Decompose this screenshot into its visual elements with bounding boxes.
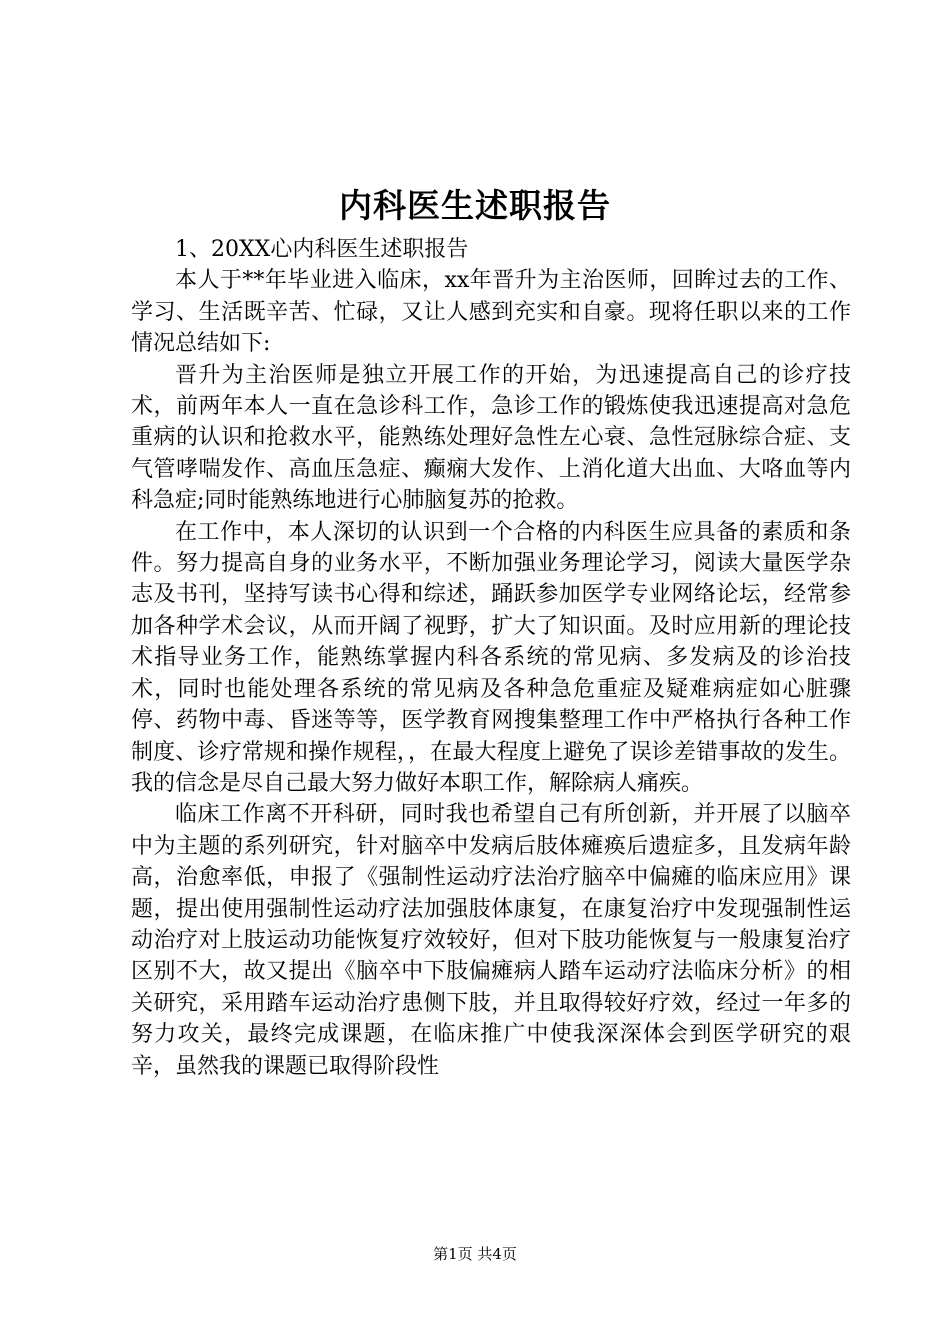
page-number-indicator: 第1页 共4页 — [433, 1245, 517, 1263]
paragraph-professional-development: 在工作中，本人深切的认识到一个合格的内科医生应具备的素质和条件。努力提高自身的业务水平，不断加强业务理论学习，阅读大量医学杂志及书刊，坚持写读书心得和综述，踊跃参加医学专业网络论坛，经常参加各种学术会议，从而开阔了视野，扩大了知识面。及时应用新的理论技术指导业务工作，能熟练掌握内科各系统的常见病、多发病及的诊治技术，同时也能处理各系统的常见病及各种急危重症及疑难病症如心脏骤停、药物中毒、昏迷等等，医学教育网搜集整理工作中严格执行各种工作制度、诊疗常规和操作规程，，在最大程度上避免了误诊差错事故的发生。我的信念是尽自己最大努力做好本职工作，解除病人痛疾。 — [131, 519, 851, 796]
paragraph-introduction: 本人于**年毕业进入临床，xx年晋升为主治医师，回眸过去的工作、学习、生活既辛苦、忙碌，又让人感到充实和自豪。现将任职以来的工作情况总结如下: — [131, 268, 851, 357]
paragraph-emergency-work: 晋升为主治医师是独立开展工作的开始，为迅速提高自己的诊疗技术，前两年本人一直在急诊科工作，急诊工作的锻炼使我迅速提高对急危重病的认识和抢救水平，能熟练处理好急性左心衰、急性冠脉综合症、支气管哮喘发作、高血压急症、癫痫大发作、上消化道大出血、大咯血等内科急症;同时能熟练地进行心肺脑复苏的抢救。 — [131, 362, 851, 514]
document-title: 内科医生述职报告 — [339, 186, 611, 225]
page-footer — [0, 1244, 950, 1264]
paragraph-section-heading: 1、20XX心内科医生述职报告 — [175, 237, 469, 262]
paragraph-research: 临床工作离不开科研，同时我也希望自己有所创新，并开展了以脑卒中为主题的系列研究，针对脑卒中发病后肢体瘫痪后遗症多，且发病年龄高，治愈率低，申报了《强制性运动疗法治疗脑卒中偏瘫的临床应用》课题，提出使用强制性运动疗法加强肢体康复，在康复治疗中发现强制性运动治疗对上肢运动功能恢复疗效较好，但对下肢功能恢复与一般康复治疗区别不大，故又提出《脑卒中下肢偏瘫病人踏车运动疗法临床分析》的相关研究，采用踏车运动治疗患侧下肢，并且取得较好疗效，经过一年多的努力攻关，最终完成课题，在临床推广中使我深深体会到医学研究的艰辛，虽然我的课题已取得阶段性 — [131, 802, 851, 1079]
document-body — [131, 234, 851, 1082]
